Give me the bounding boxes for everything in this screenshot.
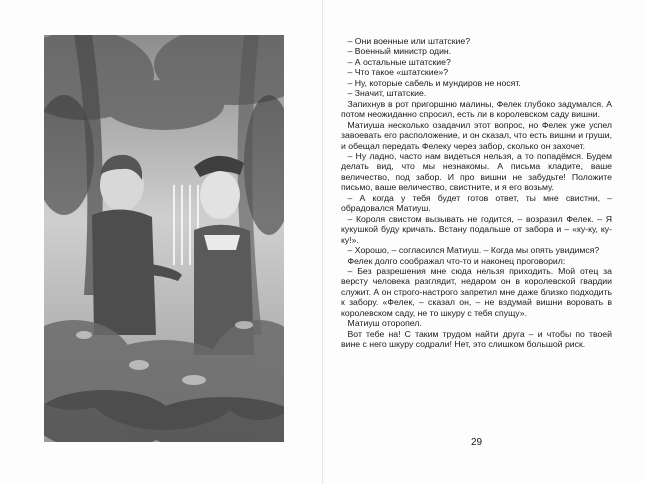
- paragraph: – Что такое «штатские»?: [347, 67, 449, 78]
- paragraph: Вот тебе на! С таким трудом найти друга – и чтобы по твоей вине с него шкуру содрали! Нет, это слишком большой риск.: [341, 328, 612, 350]
- paragraph: – Хорошо, – согласился Матиуш. – Когда мы опять увидимся?: [347, 245, 600, 256]
- paragraph: – Короля свистом вызывать не годится, – возразил Фелек. – Я кукушкой буду кричать. Встану подальше от забора и – «ку-ку, ку-ку!».: [341, 213, 612, 245]
- page-number: 29: [470, 437, 483, 448]
- paragraph: – Военный министр один.: [347, 46, 452, 57]
- paragraph: – Без разрешения мне сюда нельзя приходить. Мой отец за версту человека разглядит, недаром он в королевской гвардии служит. А он строго-настрого запретил мне даже близко подходить к забору. «Фелек, – сказал он, – не вздумай вишни воровать в королевском саду, не то шкуру с тебя спущу».: [341, 265, 612, 318]
- paragraph: Фелек долго соображал что-то и наконец проговорил:: [347, 255, 566, 266]
- paragraph: – А когда у тебя будет готов ответ, ты мне свистни, – обрадовался Матиуш.: [341, 192, 612, 214]
- paragraph: – Значит, штатские.: [347, 88, 427, 99]
- illustration: [44, 35, 284, 442]
- paragraph: – А остальные штатские?: [347, 56, 451, 67]
- paragraph: – Они военные или штатские?: [347, 36, 471, 46]
- paragraph: Запихнув в рот пригоршню малины, Фелек глубоко задумался. А потом неожиданно спросил, есть ли в королевском саду вишни.: [341, 98, 612, 120]
- paragraph: – Ну ладно, часто нам видеться нельзя, а то попадёмся. Будем делать вид, что мы незнакомы. А письма кладите, ваше величество, под забор. И про вишни не забудьте! Положите письмо, ваше величество, свистните, и я его возьму.: [341, 150, 612, 193]
- text-column: [341, 36, 612, 350]
- paragraph: Матиуша несколько озадачил этот вопрос, но Фелек уже успел завоевать его расположение, и он сказал, что есть вишни и груши, и обещал передать Фелеку через забор, сколько он захочет.: [341, 119, 612, 151]
- garden-illustration: [44, 35, 284, 442]
- page-gutter: [322, 0, 323, 484]
- paragraph: Матиуш оторопел.: [347, 318, 422, 329]
- paragraph: – Ну, которые сабель и мундиров не носят.: [347, 77, 521, 88]
